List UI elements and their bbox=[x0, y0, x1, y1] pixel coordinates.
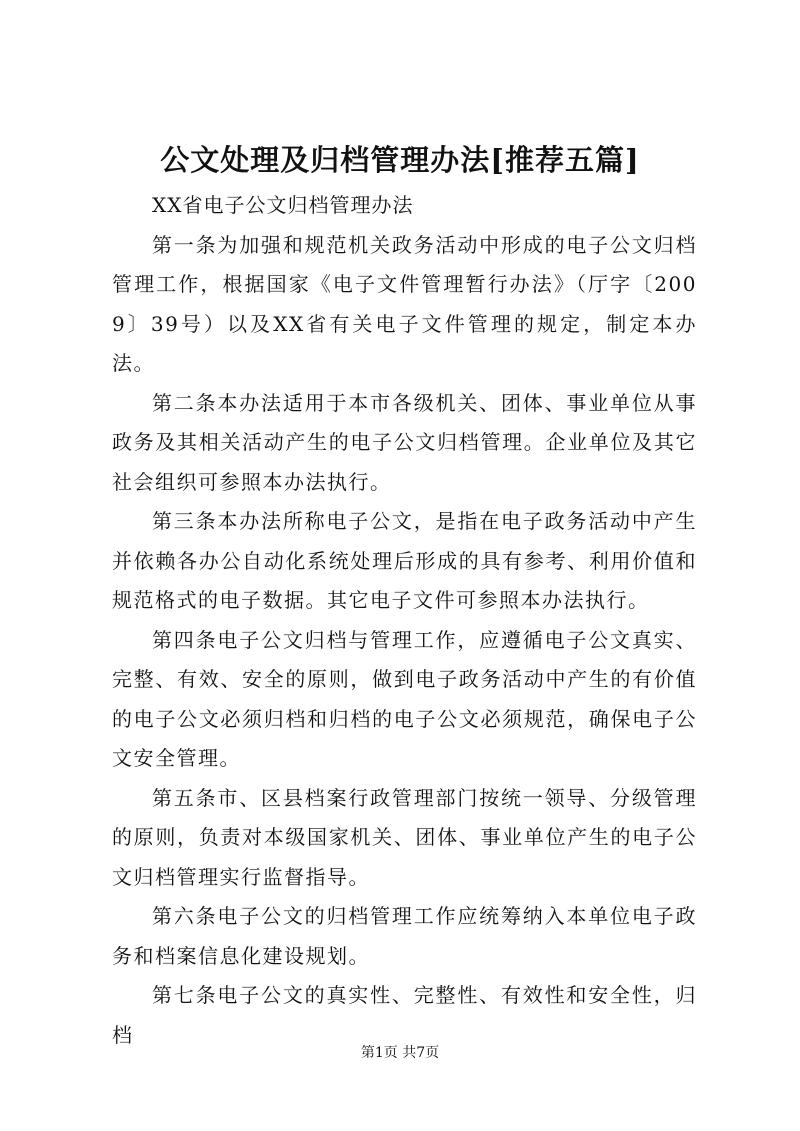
page-number-footer: 第1页 共7页 bbox=[360, 1045, 440, 1061]
article-4-paragraph: 第四条电子公文归档与管理工作，应遵循电子公文真实、完整、有效、安全的原则，做到电子政务活动中产生的有价值的电子公文必须归档和归档的电子公文必须规范，确保电子公文安全管理。 bbox=[112, 627, 697, 770]
article-2-paragraph: 第二条本办法适用于本市各级机关、团体、事业单位从事政务及其相关活动产生的电子公文归档管理。企业单位及其它社会组织可参照本办法执行。 bbox=[112, 390, 697, 494]
article-7-paragraph: 第七条电子公文的真实性、完整性、有效性和安全性，归档 bbox=[112, 983, 697, 1047]
document-body bbox=[112, 186, 697, 1055]
document-subtitle: XX省电子公文归档管理办法 bbox=[152, 193, 414, 217]
article-3-paragraph: 第三条本办法所称电子公文，是指在电子政务活动中产生并依赖各办公自动化系统处理后形成的具有参考、利用价值和规范格式的电子数据。其它电子文件可参照本办法执行。 bbox=[112, 509, 697, 612]
article-1-paragraph: 第一条为加强和规范机关政务活动中形成的电子公文归档管理工作，根据国家《电子文件管理暂行办法》（厅字〔2009〕39号）以及XX省有关电子文件管理的规定，制定本办法。 bbox=[112, 232, 697, 375]
article-6-paragraph: 第六条电子公文的归档管理工作应统筹纳入本单位电子政务和档案信息化建设规划。 bbox=[112, 904, 697, 968]
article-5-paragraph: 第五条市、区县档案行政管理部门按统一领导、分级管理的原则，负责对本级国家机关、团体、事业单位产生的电子公文归档管理实行监督指导。 bbox=[112, 785, 697, 889]
document-title: 公文处理及归档管理办法[推荐五篇] bbox=[160, 143, 640, 177]
